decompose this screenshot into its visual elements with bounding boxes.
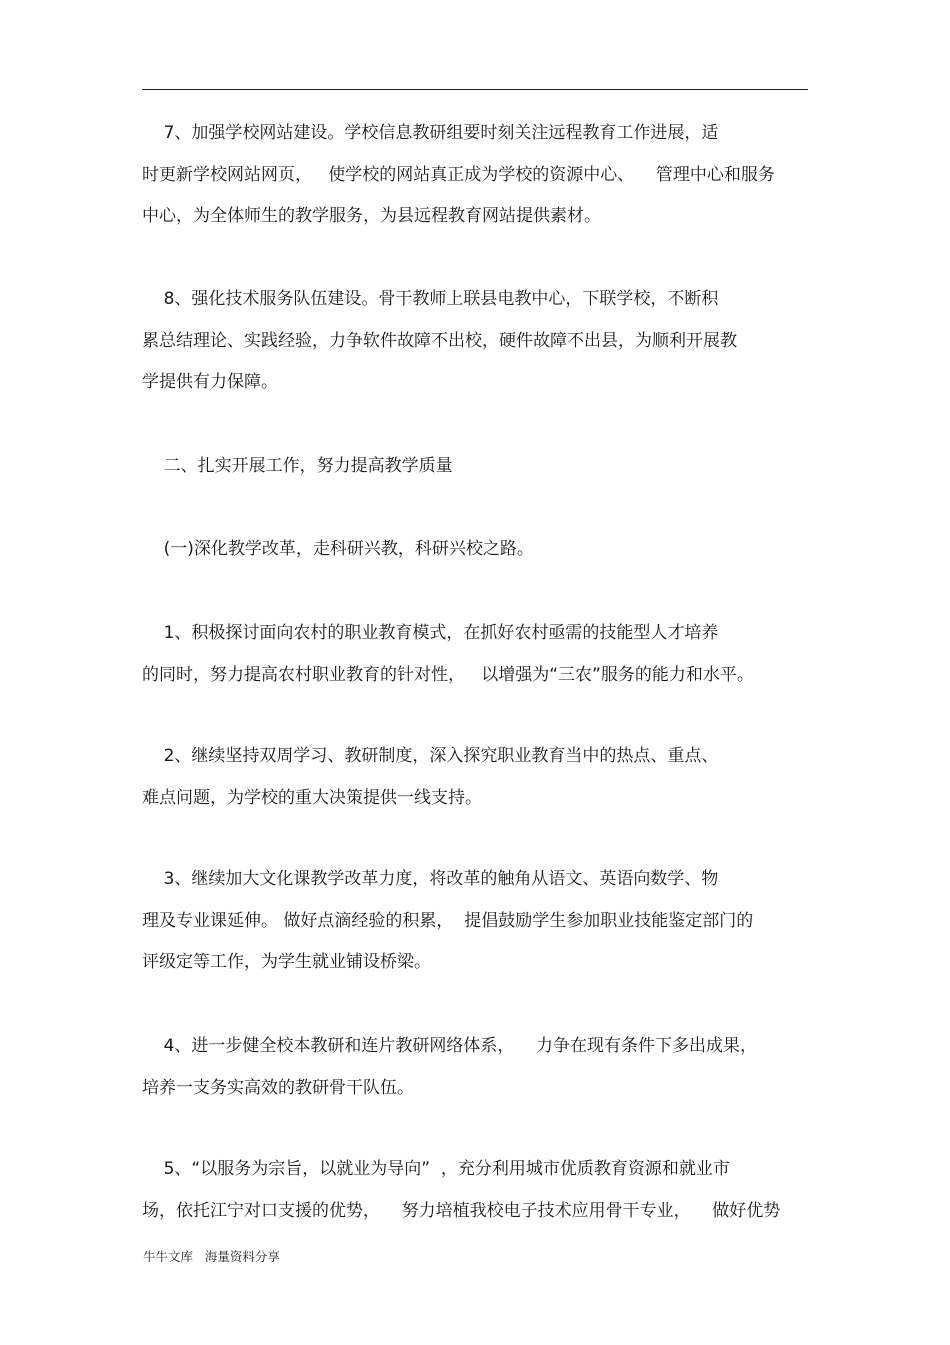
text-line: 学提供有力保障。 (142, 372, 278, 392)
text-line: 时更新学校网站网页， 使学校的网站真正成为学校的资源中心、 管理中心和服务 (142, 164, 775, 185)
text-line: 场，依托江宁对口支援的优势， 努力培植我校电子技术应用骨干专业， 做好优势 (142, 1200, 781, 1221)
text-line: 的同时，努力提高农村职业教育的针对性， 以增强为“三农”服务的能力和水平。 (142, 664, 754, 685)
text-line: 理及专业课延伸。 做好点滴经验的积累， 提倡鼓励学生参加职业技能鉴定部门的 (142, 910, 754, 931)
footer-text: 牛牛文库 海量资料分享 (143, 1249, 280, 1264)
text-line: 3、继续加大文化课教学改革力度，将改革的触角从语文、英语向数学、物 (142, 869, 719, 889)
text-line: 4、进一步健全校本教研和连片教研网络体系， 力争在现有条件下多出成果， (142, 1036, 758, 1056)
text-line: 2、继续坚持双周学习、教研制度，深入探究职业教育当中的热点、重点、 (142, 746, 719, 766)
text-line: (一)深化教学改革，走科研兴教，科研兴校之路。 (142, 539, 534, 559)
text-line: 难点问题，为学校的重大决策提供一线支持。 (142, 787, 482, 808)
text-line: 评级定等工作，为学生就业铺设桥梁。 (142, 952, 431, 972)
text-line: 1、积极探讨面向农村的职业教育模式，在抓好农村亟需的技能型人才培养 (142, 623, 719, 643)
text-line: 累总结理论、实践经验，力争软件故障不出校，硬件故障不出县，为顺利开展教 (142, 330, 737, 351)
text-line: 5、“以服务为宗旨，以就业为导向” ，充分利用城市优质教育资源和就业市 (142, 1159, 730, 1179)
text-line: 8、强化技术服务队伍建设。骨干教师上联县电教中心，下联学校，不断积 (142, 289, 719, 309)
header-rule (142, 89, 808, 90)
text-line: 中心，为全体师生的教学服务，为县远程教育网站提供素材。 (142, 206, 601, 226)
text-line: 7、加强学校网站建设。学校信息教研组要时刻关注远程教育工作进展，适 (142, 123, 719, 143)
text-line: 培养一支务实高效的教研骨干队伍。 (142, 1077, 414, 1098)
text-line: 二、扎实开展工作，努力提高教学质量 (142, 456, 453, 476)
